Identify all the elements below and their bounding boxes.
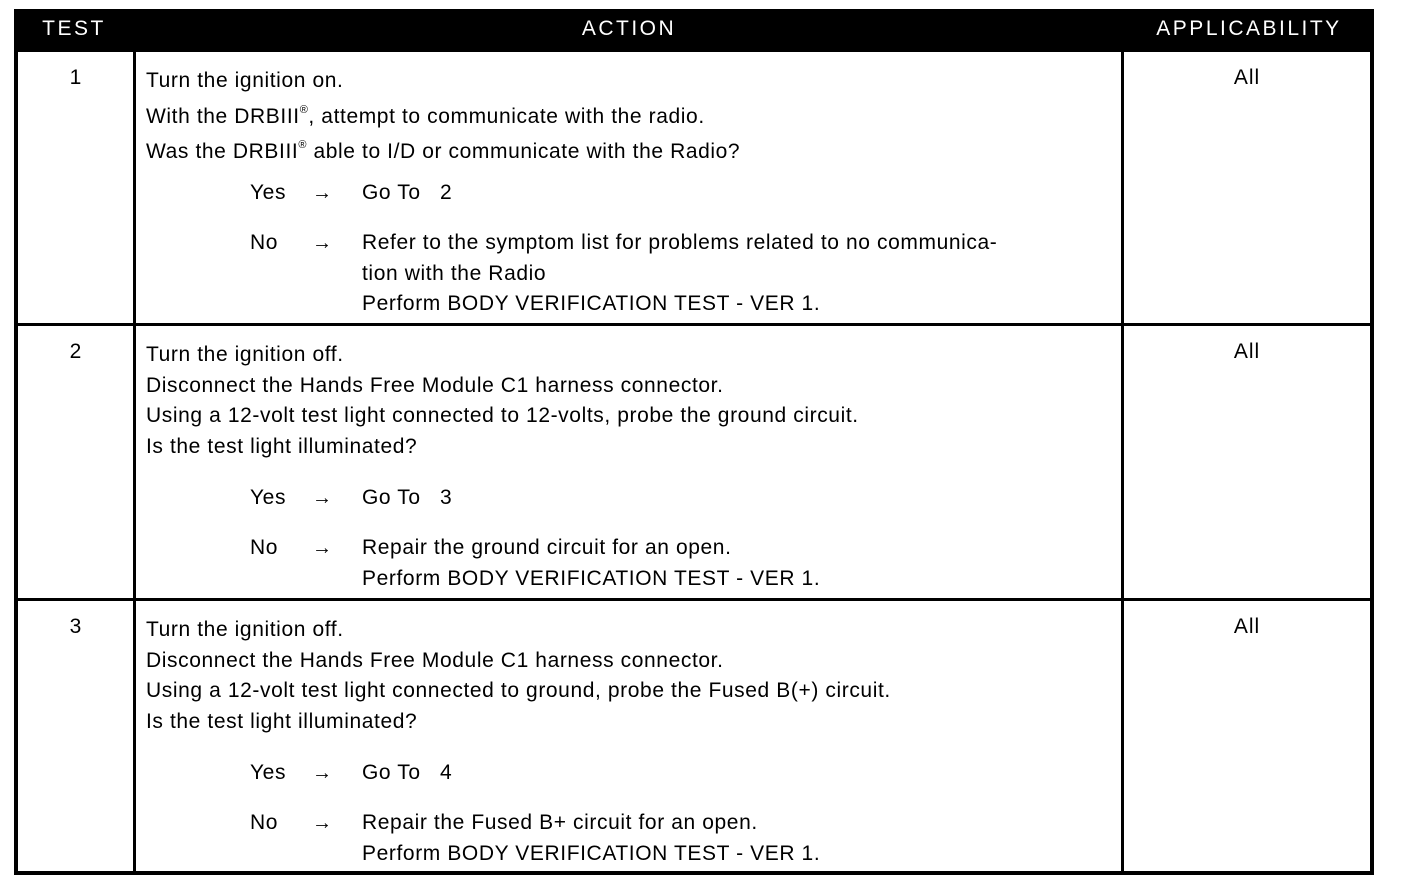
applicability-value: All (1233, 66, 1261, 89)
header-applicability: APPLICABILITY (1156, 17, 1342, 40)
yes-label: Yes (250, 486, 287, 509)
no-result: Repair the ground circuit for an open. Perform BODY VERIFICATION TEST - VER 1. (362, 536, 821, 590)
yes-label: Yes (250, 761, 287, 784)
step-line: Disconnect the Hands Free Module C1 harness connector. (146, 648, 724, 672)
no-label: No (250, 811, 279, 834)
step-line: Using a 12-volt test light connected to 12-volts, probe the ground circuit. (146, 404, 859, 427)
no-result: Repair the Fused B+ circuit for an open. Perform BODY VERIFICATION TEST - VER 1. (362, 811, 821, 865)
test-number: 3 (69, 615, 82, 638)
yes-result: Go To 2 (362, 181, 453, 204)
row-1-action-cell (136, 52, 1121, 323)
step-line: With the DRBIII®, attempt to communicate with the radio. (146, 103, 705, 128)
row-1-test-cell (18, 52, 133, 323)
row-3-action-cell (136, 601, 1121, 871)
applicability-value: All (1233, 340, 1261, 363)
row-2-applicability-cell (1124, 326, 1370, 598)
header-test: TEST (42, 17, 106, 40)
arrow-right-icon: → (312, 537, 333, 559)
diagnostic-table (14, 9, 1374, 875)
row-2-test-cell (18, 326, 133, 598)
step-line: Was the DRBIII® able to I/D or communicate with the Radio? (146, 139, 741, 163)
arrow-right-icon: → (312, 232, 333, 254)
step-line: Turn the ignition off. (146, 343, 344, 366)
step-line: Is the test light illuminated? (146, 709, 418, 733)
arrow-right-icon: → (312, 812, 333, 834)
table-header (14, 9, 1374, 49)
action-steps (146, 615, 1116, 737)
step-line: Using a 12-volt test light connected to ground, probe the Fused B(+) circuit. (146, 679, 891, 702)
yes-result: Go To 3 (362, 486, 453, 509)
step-line: Disconnect the Hands Free Module C1 harness connector. (146, 373, 724, 397)
step-line: Turn the ignition on. (146, 69, 344, 92)
arrow-right-icon: → (312, 762, 333, 784)
action-steps (146, 340, 1116, 462)
no-result: Refer to the symptom list for problems related to no communica- tion with the Radio Perform BODY VERIFICATION TEST - VER 1. (362, 231, 998, 315)
row-3-test-cell (18, 601, 133, 871)
yes-label: Yes (250, 181, 287, 204)
applicability-value: All (1233, 615, 1261, 638)
arrow-right-icon: → (312, 182, 333, 204)
action-steps (146, 66, 1116, 168)
row-2-action-cell (136, 326, 1121, 598)
yes-result: Go To 4 (362, 761, 453, 784)
registered-mark: ® (299, 103, 309, 116)
step-line: Is the test light illuminated? (146, 434, 418, 458)
registered-mark: ® (298, 139, 308, 151)
no-label: No (250, 231, 279, 254)
row-1-applicability-cell (1124, 52, 1370, 323)
test-number: 1 (69, 66, 82, 89)
arrow-right-icon: → (312, 487, 333, 509)
row-3-applicability-cell (1124, 601, 1370, 871)
test-number: 2 (69, 340, 82, 363)
step-line: Turn the ignition off. (146, 618, 344, 641)
no-label: No (250, 536, 279, 559)
header-action: ACTION (581, 17, 677, 40)
